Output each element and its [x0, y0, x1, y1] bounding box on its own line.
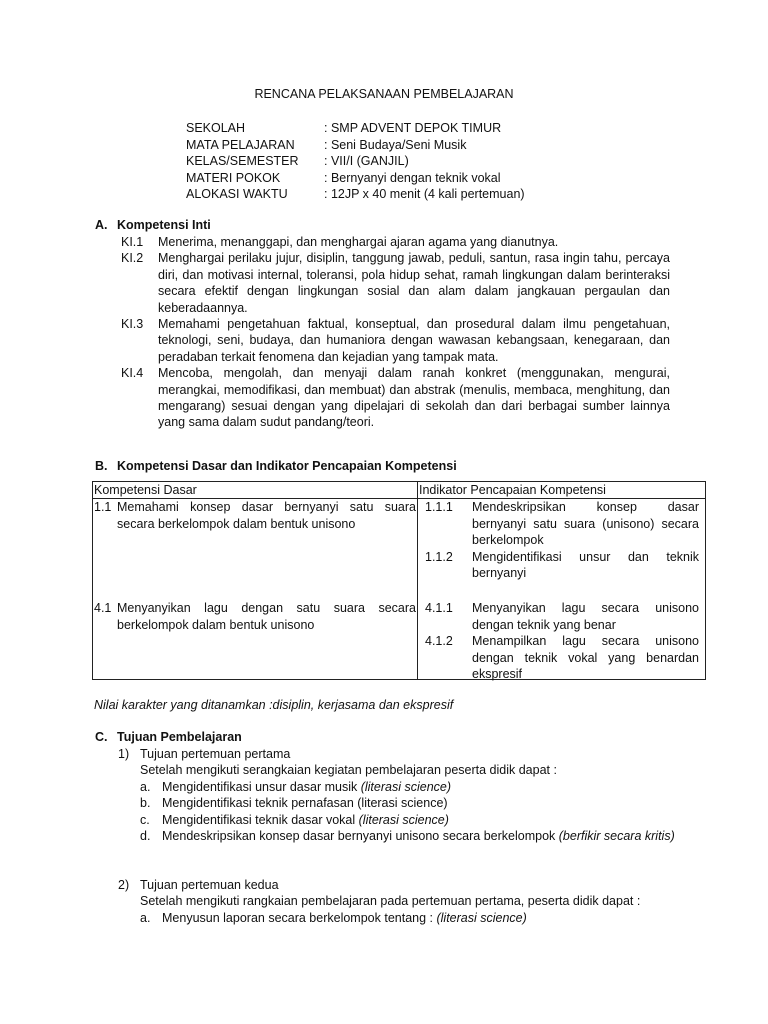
list-item [140, 779, 675, 795]
indicator-number: 1.1.2 [425, 549, 453, 564]
info-row [186, 170, 525, 187]
list-note: (literasi science) [360, 780, 452, 794]
section-number: B. [95, 459, 108, 473]
info-label: MATERI POKOK [186, 170, 281, 185]
list-text: Mengidentifikasi unsur dasar musik [162, 780, 361, 794]
ki-code: KI.3 [121, 317, 144, 332]
ki-text: Menerima, menanggapi, dan menghargai ajaran agama yang dianutnya. [158, 235, 559, 249]
indicator-item [419, 549, 704, 582]
subsection-title: Tujuan pertemuan pertama [140, 747, 291, 761]
list-marker: a. [140, 780, 151, 794]
section-a-heading [95, 218, 211, 232]
section-b-heading [95, 459, 457, 473]
list-note: (literasi science) [436, 911, 527, 925]
ki-text: Menghargai perilaku jujur, disiplin, tanggung jawab, peduli, santun, rasa ingin tahu, percaya diri, dan motivasi internal, toleransi, pola hidup sehat, ramah lingkungan dalam berinteraksi secara efektif dengan lingkungan sosial dan alam dalam jangkauan pergaulan dan keberadaannya. [158, 251, 670, 315]
section-number: C. [95, 730, 108, 744]
info-label: KELAS/SEMESTER [186, 154, 299, 168]
list-item [140, 910, 675, 926]
indicator-number: 4.1.1 [425, 601, 453, 616]
indicator-text: Mengidentifikasi unsur dan teknik bernyanyi [472, 549, 699, 581]
list-item [140, 795, 675, 811]
section-title: Kompetensi Inti [117, 218, 211, 232]
info-value: : SMP ADVENT DEPOK TIMUR [324, 121, 502, 135]
section-number: A. [95, 218, 108, 232]
ki-text: Mencoba, mengolah, dan menyaji dalam ranah konkret (menggunakan, mengurai, merangkai, memodifikasi, dan membuat) dan abstrak (menulis, membaca, menghitung, dan mengarang) sesuai dengan yang dipelajari di sekolah dan dari berbagai sumber lainnya yang sama dalam sudut pandang/teori. [158, 366, 670, 430]
list-item [140, 812, 675, 828]
kd-item [94, 600, 416, 633]
info-label: ALOKASI WAKTU [186, 187, 288, 201]
ki-text: Memahami pengetahuan faktual, konseptual, dan prosedural dalam ilmu pengetahuan, teknologi, seni, budaya, dan humaniora dengan wawasan kebangsaan, kenegaraan, dan peradaban terkait fenomena dan kejadian yang tampak mata. [158, 317, 670, 364]
ki-code: KI.2 [121, 251, 144, 266]
kd-item [94, 499, 416, 532]
kd-text: Menyanyikan lagu dengan satu suara secara berkelompok dalam bentuk unisono [117, 601, 416, 632]
indicator-group [419, 600, 704, 682]
subsection-number: 1) [118, 747, 130, 761]
list-item [140, 828, 675, 844]
list-text: Mengidentifikasi teknik dasar vokal [162, 812, 359, 827]
list-text: Mengidentifikasi teknik pernafasan (literasi science) [162, 796, 448, 811]
nilai-karakter-note: Nilai karakter yang ditanamkan :disiplin, kerjasama dan ekspresif [94, 698, 454, 712]
list-marker: b. [140, 796, 151, 811]
info-value: : Bernyanyi dengan teknik vokal [324, 170, 501, 185]
subsection-intro: Setelah mengikuti serangkaian kegiatan pembelajaran peserta didik dapat : [140, 763, 557, 778]
section-title: Kompetensi Dasar dan Indikator Pencapaian Kompetensi [117, 459, 457, 473]
table-header-row [93, 482, 706, 499]
info-row [186, 153, 525, 170]
indicator-text: Mendeskripsikan konsep dasar bernyanyi satu suara (unisono) secara berkelompok [472, 500, 699, 548]
table-row [93, 499, 706, 680]
section-c-heading [95, 730, 242, 744]
list-text: Mendeskripsikan konsep dasar bernyanyi unisono secara berkelompok [162, 829, 559, 844]
indicator-text: Menampilkan lagu secara unisono dengan teknik vokal yang benardan ekspresif [472, 634, 699, 682]
indikator-cell [418, 499, 706, 680]
list-marker: d. [140, 829, 151, 844]
info-value: : Seni Budaya/Seni Musik [324, 137, 467, 152]
ki-item [121, 365, 670, 431]
kompetensi-inti-list [121, 234, 670, 431]
subsection-heading [118, 746, 557, 762]
indicator-number: 1.1.1 [425, 500, 453, 515]
subsection-title: Tujuan pertemuan kedua [140, 878, 279, 892]
kd-text: Memahami konsep dasar bernyanyi satu suara secara berkelompok dalam bentuk unisono [117, 500, 416, 531]
info-label: SEKOLAH [186, 121, 246, 135]
info-row [186, 137, 525, 154]
tujuan-pertemuan-1 [118, 746, 557, 779]
table-header-cell: Kompetensi Dasar [93, 482, 418, 499]
table-header-cell: Indikator Pencapaian Kompetensi [418, 482, 706, 499]
indicator-item [419, 600, 704, 633]
info-row [186, 186, 525, 203]
kd-number: 1.1 [94, 500, 112, 515]
document-title: RENCANA PELAKSANAAN PEMBELAJARAN [254, 87, 514, 101]
ki-item [121, 250, 670, 316]
identity-block [186, 120, 525, 203]
indicator-number: 4.1.2 [425, 634, 453, 649]
tujuan-list-1 [140, 779, 675, 845]
list-note: (literasi science) [358, 812, 449, 827]
kd-cell [93, 499, 418, 680]
subsection-heading [118, 877, 640, 893]
kompetensi-table [92, 481, 706, 680]
info-value: : 12JP x 40 menit (4 kali pertemuan) [324, 187, 525, 201]
ki-item [121, 316, 670, 365]
kd-number: 4.1 [94, 601, 112, 616]
ki-code: KI.4 [121, 366, 144, 381]
tujuan-pertemuan-2 [118, 877, 640, 910]
list-text: Menyusun laporan secara berkelompok tentang : [162, 911, 437, 925]
list-marker: c. [140, 812, 150, 827]
info-row [186, 120, 525, 137]
indicator-item [419, 633, 704, 682]
section-title: Tujuan Pembelajaran [117, 730, 242, 744]
info-label: MATA PELAJARAN [186, 137, 295, 152]
subsection-intro: Setelah mengikuti rangkaian pembelajaran pada pertemuan pertama, peserta didik dapat : [140, 894, 641, 909]
list-note: (berfikir secara kritis) [558, 829, 675, 844]
info-value: : VII/I (GANJIL) [324, 154, 409, 168]
tujuan-list-2 [140, 910, 675, 926]
subsection-number: 2) [118, 878, 130, 892]
indicator-text: Menyanyikan lagu secara unisono dengan teknik yang benar [472, 601, 699, 632]
list-marker: a. [140, 911, 151, 925]
ki-code: KI.1 [121, 235, 144, 249]
indicator-item [419, 499, 704, 548]
ki-item [121, 234, 670, 250]
